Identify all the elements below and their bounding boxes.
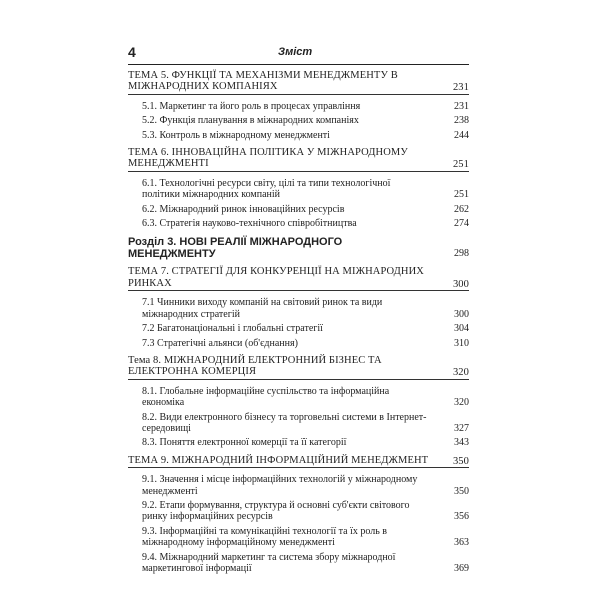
toc-topic-5[interactable]	[128, 70, 469, 95]
toc-entry-page: 356	[454, 511, 469, 523]
toc-entry-page: 310	[454, 337, 469, 349]
toc-entry-title: ТЕМА 5. ФУНКЦІЇ ТА МЕХАНІЗМИ МЕНЕДЖМЕНТУ В МІЖНАРОДНИХ КОМПАНІЯХ	[128, 70, 398, 93]
running-title: Зміст	[278, 46, 313, 58]
toc-subentry[interactable]	[128, 500, 469, 523]
toc-subentry[interactable]	[128, 218, 469, 229]
toc-entry-title: 5.2. Функція планування в міжнародних компаніях	[142, 115, 359, 127]
toc-entry-page: 304	[454, 323, 469, 335]
toc-subentry[interactable]	[128, 412, 469, 435]
toc-subentry[interactable]	[128, 115, 469, 126]
toc-entry-title: 9.3. Інформаційні та комунікаційні технології та їх роль в міжнародному інформаційному менеджменті	[142, 525, 388, 549]
table-of-contents	[128, 66, 469, 574]
toc-entry-page: 350	[454, 485, 469, 497]
toc-topic-9[interactable]	[128, 455, 469, 468]
toc-topic-7[interactable]	[128, 266, 469, 291]
page-number: 4	[128, 44, 136, 60]
toc-entry-title: 9.2. Етапи формування, структура й основні суб'єкти світового ринку інформаційних ресурсів	[142, 499, 410, 523]
toc-entry-page: 300	[454, 308, 469, 320]
toc-entry-title: 5.3. Контроль в міжнародному менеджменті	[142, 129, 330, 141]
toc-entry-page: 300	[452, 278, 469, 290]
toc-topic-8[interactable]	[128, 355, 469, 380]
toc-entry-title: 9.4. Міжнародний маркетинг та система збору міжнародної маркетингової інформації	[142, 551, 396, 574]
toc-entry-page: 238	[454, 115, 469, 127]
toc-entry-page: 231	[452, 82, 469, 94]
toc-entry-title: 7.1 Чинники виходу компаній на світовий ринок та види міжнародних стратегій	[142, 297, 383, 320]
toc-topic-6[interactable]	[128, 147, 469, 172]
toc-entry-page: 262	[454, 203, 469, 215]
toc-entry-title: 9.1. Значення і місце інформаційних технологій у міжнародному менеджменті	[142, 474, 418, 497]
toc-subentry[interactable]	[128, 204, 469, 215]
toc-subentry[interactable]	[128, 474, 469, 497]
toc-entry-page: 231	[454, 100, 469, 112]
toc-entry-title: 6.1. Технологічні ресурси світу, цілі та типи технологічної політики міжнародних компаній	[142, 177, 391, 201]
toc-entry-page: 320	[452, 367, 469, 379]
toc-subentry[interactable]	[128, 101, 469, 112]
toc-subentry[interactable]	[128, 130, 469, 141]
toc-entry-title: Тема 8. МІЖНАРОДНИЙ ЕЛЕКТРОННИЙ БІЗНЕС ТА ЕЛЕКТРОННА КОМЕРЦІЯ	[128, 354, 382, 378]
toc-entry-page: 320	[454, 397, 469, 409]
toc-entry-title: 6.2. Міжнародний ринок інноваційних ресурсів	[142, 203, 345, 215]
toc-subentry[interactable]	[128, 297, 469, 320]
toc-subentry[interactable]	[128, 552, 469, 575]
page-header	[128, 44, 469, 65]
toc-subentry[interactable]	[128, 386, 469, 409]
toc-subentry[interactable]	[128, 437, 469, 448]
toc-subentry[interactable]	[128, 178, 469, 201]
toc-entry-title: ТЕМА 7. СТРАТЕГІЇ ДЛЯ КОНКУРЕНЦІЇ НА МІЖНАРОДНИХ РИНКАХ	[128, 266, 424, 289]
toc-entry-page: 363	[454, 537, 469, 549]
toc-entry-page: 369	[454, 563, 469, 574]
toc-subentry[interactable]	[128, 323, 469, 334]
toc-entry-page: 251	[452, 159, 469, 171]
toc-entry-title: 5.1. Маркетинг та його роль в процесах управління	[142, 100, 361, 112]
toc-entry-title: 7.2 Багатонаціональні і глобальні стратегії	[142, 323, 323, 335]
toc-entry-title: 6.3. Стратегія науково-технічного співробітництва	[142, 218, 357, 230]
toc-subentry[interactable]	[128, 338, 469, 349]
toc-subentry[interactable]	[128, 526, 469, 549]
toc-section-3[interactable]	[128, 236, 469, 260]
toc-entry-title: 8.3. Поняття електронної комерції та її категорії	[142, 437, 347, 449]
toc-entry-title: Розділ 3. НОВІ РЕАЛІЇ МІЖНАРОДНОГО МЕНЕДЖМЕНТУ	[128, 236, 343, 261]
toc-entry-title: ТЕМА 9. МІЖНАРОДНИЙ ІНФОРМАЦІЙНИЙ МЕНЕДЖМЕНТ	[128, 454, 429, 466]
toc-entry-page: 327	[454, 422, 469, 434]
toc-entry-page: 244	[454, 129, 469, 141]
toc-entry-title: 8.2. Види електронного бізнесу та торговельні системи в Інтернет-середовищі	[142, 411, 427, 434]
toc-entry-title: ТЕМА 6. ІННОВАЦІЙНА ПОЛІТИКА У МІЖНАРОДНОМУ МЕНЕДЖМЕНТІ	[128, 147, 408, 170]
toc-entry-page: 350	[452, 455, 469, 467]
toc-entry-page: 298	[454, 248, 469, 260]
toc-entry-page: 343	[454, 437, 469, 449]
toc-entry-title: 7.3 Стратегічні альянси (об'єднання)	[142, 337, 298, 349]
toc-entry-title: 8.1. Глобальне інформаційне суспільство та інформаційна економіка	[142, 385, 390, 409]
toc-entry-page: 251	[454, 189, 469, 201]
toc-entry-page: 274	[454, 218, 469, 230]
